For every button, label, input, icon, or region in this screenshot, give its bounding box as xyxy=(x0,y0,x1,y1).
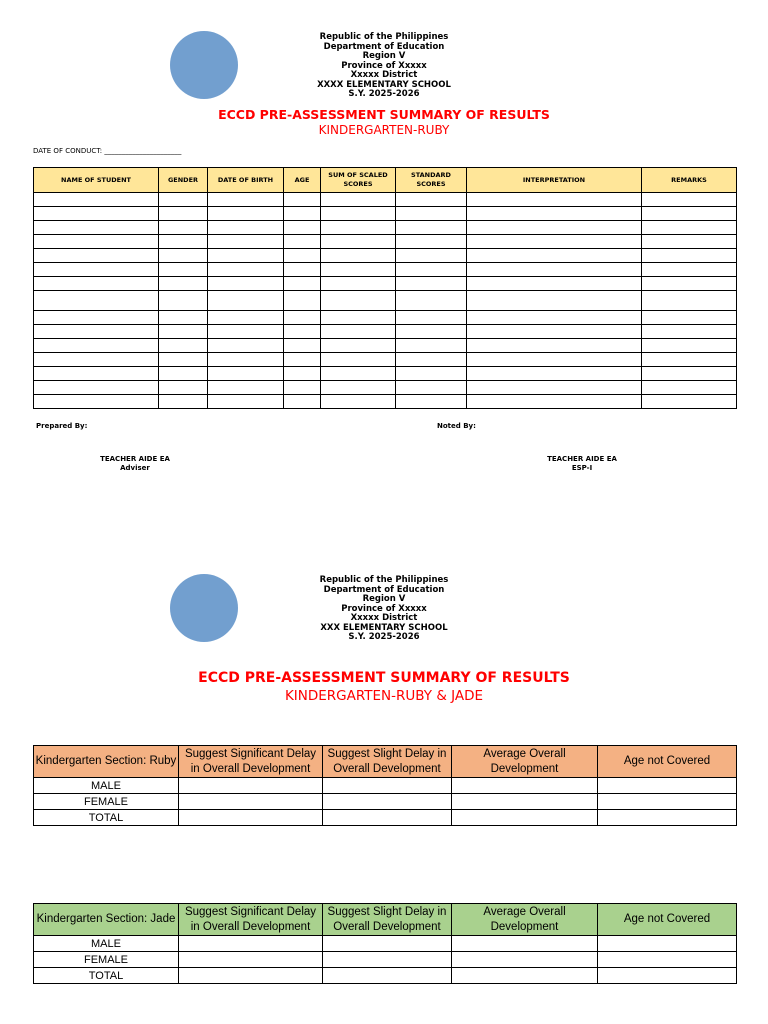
table-row xyxy=(34,968,737,984)
table-header-row xyxy=(34,904,737,936)
table-row xyxy=(34,325,737,339)
header-line: Department of Education xyxy=(323,41,445,52)
column-header: STANDARD SCORES xyxy=(396,168,467,193)
results-table xyxy=(33,167,737,409)
header-line: Xxxxx District xyxy=(350,613,418,623)
column-header: SUM OF SCALED SCORES xyxy=(321,168,396,193)
table-row xyxy=(34,339,737,353)
column-header: Age not Covered xyxy=(598,904,737,936)
column-header: AGE xyxy=(284,168,321,193)
column-header: DATE OF BIRTH xyxy=(208,168,284,193)
preparer-name: TEACHER AIDE EA xyxy=(100,455,170,463)
page1-subtitle: KINDERGARTEN-RUBY xyxy=(318,123,450,137)
row-label: MALE xyxy=(34,778,179,794)
header-line: Republic of the Philippines xyxy=(319,575,449,585)
noted-by-label: Noted By: xyxy=(437,422,476,430)
page1-title: ECCD PRE-ASSESSMENT SUMMARY OF RESULTS xyxy=(218,107,550,122)
row-label: FEMALE xyxy=(34,952,179,968)
row-label: TOTAL xyxy=(34,810,179,826)
column-header: Kindergarten Section: Jade xyxy=(34,904,179,936)
column-header: Suggest Significant Delay in Overall Development xyxy=(179,746,323,778)
preparer-title: Adviser xyxy=(120,463,150,472)
header-line: S.Y. 2025-2026 xyxy=(348,632,420,642)
table-row xyxy=(34,221,737,235)
column-header: INTERPRETATION xyxy=(467,168,642,193)
table-row xyxy=(34,778,737,794)
column-header: Age not Covered xyxy=(598,746,737,778)
row-label: MALE xyxy=(34,936,179,952)
column-header: Suggest Slight Delay in Overall Development xyxy=(323,904,452,936)
header-line: Province of Xxxxx xyxy=(341,60,427,71)
header-line: Department of Education xyxy=(323,584,445,595)
noter-name: TEACHER AIDE EA xyxy=(547,455,617,463)
table-row xyxy=(34,311,737,325)
table-row xyxy=(34,291,737,311)
table-row xyxy=(34,395,737,409)
noter-signature xyxy=(532,455,632,472)
column-header: Average Overall Development xyxy=(452,746,598,778)
header-line: Republic of the Philippines xyxy=(319,32,449,42)
table-row xyxy=(34,193,737,207)
page1-header xyxy=(284,33,484,100)
school-logo xyxy=(170,574,238,642)
column-header: Kindergarten Section: Ruby xyxy=(34,746,179,778)
table-header-row xyxy=(34,168,737,193)
header-line: Region V xyxy=(362,594,406,604)
page2-title: ECCD PRE-ASSESSMENT SUMMARY OF RESULTS xyxy=(198,670,570,686)
column-header: Suggest Significant Delay in Overall Development xyxy=(179,904,323,936)
header-line: Xxxxx District xyxy=(350,70,418,80)
table-row xyxy=(34,367,737,381)
prepared-by-label: Prepared By: xyxy=(36,422,88,430)
row-label: TOTAL xyxy=(34,968,179,984)
column-header: REMARKS xyxy=(642,168,737,193)
noter-title: ESP-I xyxy=(571,463,593,472)
column-header: NAME OF STUDENT xyxy=(34,168,159,193)
school-logo xyxy=(170,31,238,99)
jade-summary-table xyxy=(33,903,737,984)
column-header: Average Overall Development xyxy=(452,904,598,936)
table-header-row xyxy=(34,746,737,778)
page2-subtitle: KINDERGARTEN-RUBY & JADE xyxy=(284,688,484,704)
table-row xyxy=(34,381,737,395)
table-row xyxy=(34,277,737,291)
header-line: XXXX ELEMENTARY SCHOOL xyxy=(317,79,451,90)
header-line: S.Y. 2025-2026 xyxy=(348,89,420,99)
table-row xyxy=(34,936,737,952)
table-row xyxy=(34,794,737,810)
table-row xyxy=(34,810,737,826)
table-row xyxy=(34,263,737,277)
table-row xyxy=(34,207,737,221)
date-of-conduct-label: DATE OF CONDUCT: ______________________ xyxy=(33,147,182,155)
preparer-signature xyxy=(85,455,185,472)
table-row xyxy=(34,353,737,367)
row-label: FEMALE xyxy=(34,794,179,810)
page2-header xyxy=(284,576,484,643)
table-row xyxy=(34,249,737,263)
header-line: Province of Xxxxx xyxy=(341,603,427,614)
column-header: GENDER xyxy=(159,168,208,193)
table-row xyxy=(34,952,737,968)
header-line: XXX ELEMENTARY SCHOOL xyxy=(320,622,448,633)
header-line: Region V xyxy=(362,51,406,61)
table-row xyxy=(34,235,737,249)
column-header: Suggest Slight Delay in Overall Development xyxy=(323,746,452,778)
ruby-summary-table xyxy=(33,745,737,826)
